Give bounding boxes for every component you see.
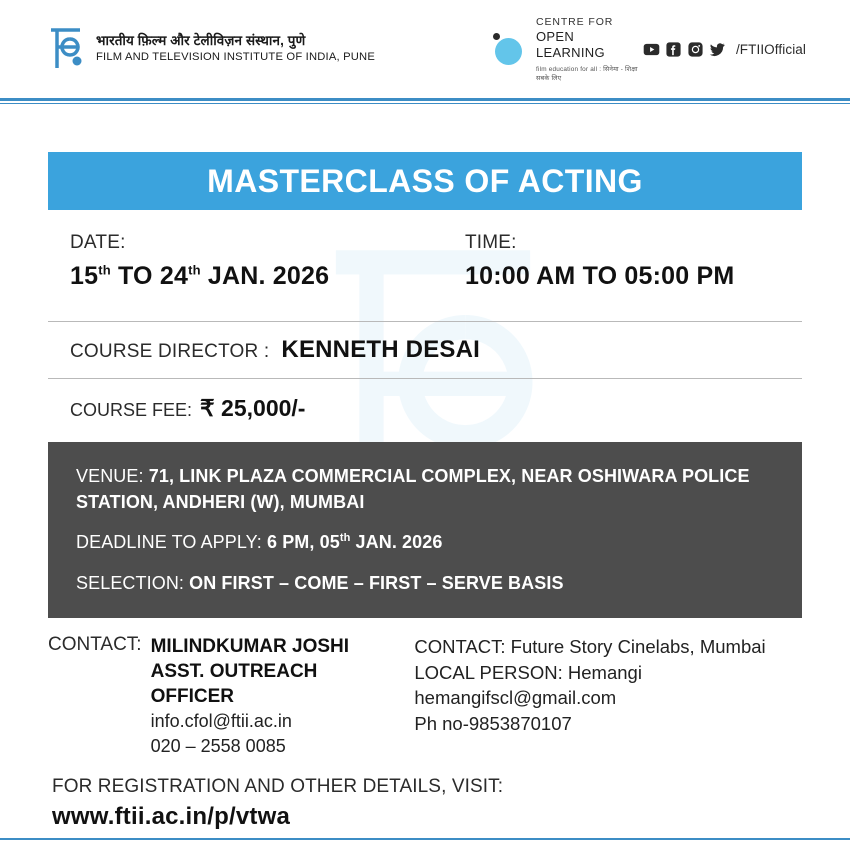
- contact-secondary-email[interactable]: hemangifscl@gmail.com: [414, 687, 617, 709]
- time-label: TIME:: [465, 232, 517, 253]
- cfol-line-2: OPEN LEARNING: [536, 29, 605, 61]
- cfol-line-1: CENTRE FOR: [536, 16, 614, 29]
- selection-line: [76, 571, 774, 597]
- instagram-icon[interactable]: [687, 41, 704, 58]
- header-divider: [0, 98, 850, 101]
- venue-label: VENUE:: [76, 466, 144, 486]
- social-links: [643, 41, 806, 58]
- date-label: DATE:: [70, 232, 126, 253]
- institute-name-hindi: भारतीय फ़िल्म और टेलीविज़न संस्थान, पुणे: [96, 33, 306, 49]
- contact-primary-email[interactable]: info.cfol@ftii.ac.in: [150, 711, 292, 732]
- course-fee-row: [48, 379, 802, 438]
- ftii-name-block: [96, 33, 375, 64]
- details-block: [48, 442, 802, 618]
- title-banner: [48, 152, 802, 210]
- contact-secondary: [414, 634, 765, 758]
- deadline-value: 6 PM, 05th JAN. 2026: [261, 532, 443, 553]
- deadline-label: DEADLINE TO APPLY:: [76, 532, 262, 553]
- registration-footer: [52, 776, 802, 831]
- contact-primary-body: [151, 634, 403, 758]
- contact-primary-name: MILINDKUMAR JOSHI: [150, 636, 350, 658]
- cfol-text-block: [536, 16, 643, 81]
- course-fee-value: ₹ 25,000/-: [200, 395, 306, 421]
- venue-value: 71, LINK PLAZA COMMERCIAL COMPLEX, NEAR OSHIWARA POLICE STATION, ANDHERI (W), MUMBAI: [76, 466, 750, 512]
- date-block: [48, 232, 425, 291]
- registration-website[interactable]: www.ftii.ac.in/p/vtwa: [52, 803, 291, 831]
- contact-secondary-person: LOCAL PERSON: Hemangi: [414, 661, 642, 683]
- deadline-line: [76, 530, 774, 556]
- course-director-value: KENNETH DESAI: [281, 336, 481, 363]
- venue-line: [76, 464, 774, 515]
- contact-secondary-phone[interactable]: Ph no-9853870107: [414, 712, 572, 734]
- date-value: 15th TO 24th JAN. 2026: [70, 262, 330, 290]
- youtube-icon[interactable]: [643, 41, 660, 58]
- registration-text: FOR REGISTRATION AND OTHER DETAILS, VISIT:: [52, 776, 504, 798]
- contact-primary-phone[interactable]: 020 – 2558 0085: [150, 735, 286, 756]
- social-handle[interactable]: /FTIIOfficial: [735, 41, 806, 57]
- contact-primary-label: CONTACT:: [48, 634, 142, 656]
- contacts-row: [48, 634, 802, 758]
- open-learning-circle-icon: [493, 32, 527, 66]
- course-director-row: [48, 322, 802, 378]
- poster-header: [0, 0, 850, 98]
- cfol-tagline: film education for all : सिनेमा - शिक्षा सबके लिए: [536, 65, 638, 82]
- course-fee-label: COURSE FEE:: [70, 400, 193, 420]
- contact-primary: [48, 634, 402, 758]
- institute-name-english: FILM AND TELEVISION INSTITUTE OF INDIA, PUNE: [96, 51, 375, 64]
- facebook-icon[interactable]: [665, 41, 682, 58]
- ftii-logo-icon: [44, 26, 86, 72]
- bottom-divider: [0, 838, 850, 840]
- header-divider-thin: [0, 103, 850, 104]
- time-block: [425, 232, 802, 291]
- cfol-brand: [493, 16, 643, 81]
- selection-label: SELECTION:: [76, 572, 185, 593]
- page-title: MASTERCLASS OF ACTING: [207, 162, 643, 199]
- contact-primary-designation: ASST. OUTREACH OFFICER: [150, 661, 318, 708]
- course-director-label: COURSE DIRECTOR :: [70, 341, 270, 362]
- time-value: 10:00 AM TO 05:00 PM: [465, 262, 735, 290]
- contact-secondary-org: CONTACT: Future Story Cinelabs, Mumbai: [414, 636, 766, 658]
- selection-value: ON FIRST – COME – FIRST – SERVE BASIS: [184, 572, 564, 593]
- twitter-icon[interactable]: [709, 41, 726, 58]
- ftii-brand: [44, 26, 375, 72]
- schedule-row: [48, 232, 802, 291]
